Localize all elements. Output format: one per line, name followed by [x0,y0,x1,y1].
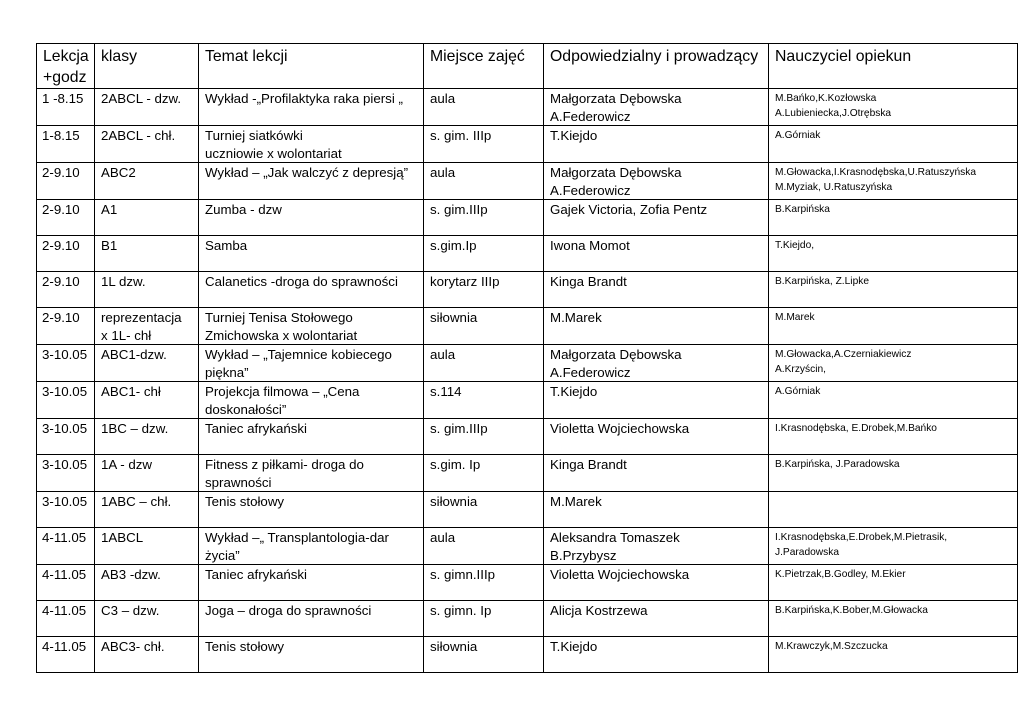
cell-text-line: Turniej siatkówki [205,128,303,143]
cell-text-line: M.Marek [550,494,602,509]
cell-text-line: M.Głowacka,I.Krasnodębska,U.Ratuszyńska [775,167,977,178]
supervisor-cell [769,419,1018,455]
table-row [37,455,1018,492]
lesson-time-cell [37,308,95,345]
cell-text-line: T.Kiejdo [550,384,598,399]
cell-text-line: s.114 [430,384,462,399]
cell-text-line: Zumba - dzw [205,202,282,217]
classes-cell [95,382,199,419]
cell-text-line: A.Federowicz [550,108,631,124]
topic-cell [199,308,424,345]
cell-text-line: ABC2 [101,165,136,180]
cell-text-line: x 1L- chł [101,327,152,343]
table-row [37,89,1018,126]
cell-text-line: Gajek Victoria, Zofia Pentz [550,202,708,217]
table-row [37,200,1018,236]
lesson-time-cell [37,382,95,419]
location-cell [424,382,544,419]
lesson-time-cell [37,236,95,272]
cell-text-line: Joga – droga do sprawności [205,603,372,618]
cell-text-line: 3-10.05 [42,457,88,472]
cell-text-line: 3-10.05 [42,384,88,399]
topic-cell [199,455,424,492]
supervisor-cell [769,200,1018,236]
cell-text-line: 1ABCL [101,530,144,545]
responsible-cell [544,601,769,637]
supervisor-cell [769,565,1018,601]
header-location: Miejsce zajęć [424,44,544,89]
location-cell [424,345,544,382]
lesson-time-cell [37,345,95,382]
cell-text-line: 1 -8.15 [42,91,84,106]
cell-text-line: aula [430,530,456,545]
topic-cell [199,200,424,236]
supervisor-cell [769,272,1018,308]
supervisor-cell [769,528,1018,565]
cell-text-line: B.Karpińska, Z.Lipke [775,276,869,287]
cell-text-line: Wykład -„Profilaktyka raka piersi „ [205,91,403,106]
cell-text-line: A.Federowicz [550,182,631,198]
lesson-time-cell [37,565,95,601]
location-cell [424,637,544,673]
header-responsible: Odpowiedzialny i prowadzący [544,44,769,89]
cell-text-line: T.Kiejdo [550,639,598,654]
cell-text-line: 3-10.05 [42,494,88,509]
classes-cell [95,492,199,528]
cell-text-line: 2ABCL - dzw. [101,91,182,106]
classes-cell [95,637,199,673]
cell-text-line: 2-9.10 [42,238,80,253]
topic-cell [199,565,424,601]
cell-text-line: M.Marek [775,312,815,323]
supervisor-cell [769,601,1018,637]
cell-text-line: 4-11.05 [42,639,87,654]
cell-text-line: I.Krasnodębska,E.Drobek,M.Pietrasik, [775,532,948,543]
lesson-time-cell [37,272,95,308]
cell-text-line: Małgorzata Dębowska [550,165,682,180]
classes-cell [95,565,199,601]
lesson-time-cell [37,601,95,637]
cell-text-line: aula [430,165,456,180]
classes-cell [95,163,199,200]
responsible-cell [544,565,769,601]
cell-text-line: aula [430,347,456,362]
cell-text-line: 2-9.10 [42,310,80,325]
cell-text-line: B.Karpińska,K.Bober,M.Głowacka [775,605,928,616]
cell-text-line: siłownia [430,310,478,325]
lesson-time-cell [37,528,95,565]
supervisor-cell [769,126,1018,163]
cell-text-line: A.Federowicz [550,364,631,380]
topic-cell [199,637,424,673]
supervisor-cell [769,382,1018,419]
cell-text-line: 1A - dzw [101,457,152,472]
responsible-cell [544,382,769,419]
cell-text-line: Projekcja filmowa – „Cena [205,384,360,399]
cell-text-line: Taniec afrykański [205,421,307,436]
topic-cell [199,126,424,163]
cell-text-line: Alicja Kostrzewa [550,603,648,618]
cell-text-line: Iwona Momot [550,238,630,253]
topic-cell [199,419,424,455]
responsible-cell [544,637,769,673]
header-row [37,44,1018,89]
location-cell [424,89,544,126]
cell-text-line: Wykład –„ Transplantologia-dar [205,530,389,545]
cell-text-line: 3-10.05 [42,421,88,436]
table-row [37,528,1018,565]
classes-cell [95,601,199,637]
cell-text-line: T.Kiejdo [550,128,598,143]
cell-text-line: Turniej Tenisa Stołowego [205,310,353,325]
cell-text-line: 1BC – dzw. [101,421,169,436]
cell-text-line: A.Krzyścin, [775,364,826,375]
lesson-time-cell [37,200,95,236]
table-row [37,272,1018,308]
cell-text-line: Calanetics -droga do sprawności [205,274,398,289]
lesson-time-cell [37,89,95,126]
cell-text-line: Fitness z piłkami- droga do [205,457,364,472]
schedule-table [36,43,1018,673]
supervisor-cell [769,637,1018,673]
topic-cell [199,528,424,565]
responsible-cell [544,308,769,345]
cell-text-line: 4-11.05 [42,567,87,582]
responsible-cell [544,236,769,272]
header-classes: klasy [95,44,199,89]
supervisor-cell [769,492,1018,528]
lesson-time-cell [37,455,95,492]
cell-text-line: A.Górniak [775,130,821,141]
supervisor-cell [769,455,1018,492]
responsible-cell [544,272,769,308]
cell-text-line: B1 [101,238,118,253]
cell-text-line: Taniec afrykański [205,567,307,582]
table-row [37,345,1018,382]
classes-cell [95,89,199,126]
table-row [37,419,1018,455]
location-cell [424,455,544,492]
responsible-cell [544,455,769,492]
lesson-time-cell [37,126,95,163]
cell-text-line: Kinga Brandt [550,457,627,472]
cell-text-line: B.Karpińska, J.Paradowska [775,459,900,470]
responsible-cell [544,89,769,126]
cell-text-line: 2-9.10 [42,165,80,180]
cell-text-line: Zmichowska x wolontariat [205,327,358,343]
responsible-cell [544,345,769,382]
supervisor-cell [769,308,1018,345]
table-row [37,601,1018,637]
cell-text-line: ABC3- chł. [101,639,165,654]
cell-text-line: Violetta Wojciechowska [550,567,690,582]
cell-text-line: M.Głowacka,A.Czerniakiewicz [775,349,912,360]
cell-text-line: korytarz IIIp [430,274,500,289]
supervisor-cell [769,163,1018,200]
topic-cell [199,492,424,528]
cell-text-line: M.Myziak, U.Ratuszyńska [775,182,893,193]
cell-text-line: doskonałości” [205,401,287,417]
cell-text-line: Aleksandra Tomaszek [550,530,680,545]
classes-cell [95,308,199,345]
topic-cell [199,236,424,272]
responsible-cell [544,126,769,163]
cell-text-line: 1ABC – chł. [101,494,172,509]
classes-cell [95,126,199,163]
cell-text-line: ABC1-dzw. [101,347,167,362]
topic-cell [199,601,424,637]
cell-text-line: 2-9.10 [42,274,80,289]
location-cell [424,528,544,565]
cell-text-line: Tenis stołowy [205,639,285,654]
header-topic: Temat lekcji [199,44,424,89]
cell-text-line: s. gimn. Ip [430,603,492,618]
cell-text-line: 1L dzw. [101,274,146,289]
cell-text-line: 3-10.05 [42,347,88,362]
cell-text-line: C3 – dzw. [101,603,160,618]
location-cell [424,163,544,200]
cell-text-line: B.Przybysz [550,547,617,563]
lesson-time-cell [37,163,95,200]
location-cell [424,272,544,308]
cell-text-line: Wykład – „Tajemnice kobiecego [205,347,392,362]
location-cell [424,565,544,601]
cell-text-line: J.Paradowska [775,547,839,558]
cell-text-line: sprawności [205,474,272,490]
topic-cell [199,89,424,126]
cell-text-line: A.Lubieniecka,J.Otrębska [775,108,892,119]
responsible-cell [544,163,769,200]
lesson-time-cell [37,419,95,455]
location-cell [424,236,544,272]
cell-text-line: T.Kiejdo, [775,240,815,251]
cell-text-line: Samba [205,238,248,253]
cell-text-line: Wykład – „Jak walczyć z depresją” [205,165,409,180]
classes-cell [95,236,199,272]
classes-cell [95,345,199,382]
cell-text-line: s. gim. IIIp [430,128,492,143]
cell-text-line: s. gim.IIIp [430,202,488,217]
cell-text-line: M.Bańko,K.Kozłowska [775,93,877,104]
cell-text-line: ABC1- chł [101,384,161,399]
cell-text-line: A1 [101,202,118,217]
responsible-cell [544,419,769,455]
cell-text-line: I.Krasnodębska, E.Drobek,M.Bańko [775,423,937,434]
cell-text-line: 2ABCL - chł. [101,128,176,143]
cell-text-line: Małgorzata Dębowska [550,91,682,106]
table-row [37,492,1018,528]
table-row [37,126,1018,163]
table-row [37,308,1018,345]
cell-text-line: siłownia [430,494,478,509]
topic-cell [199,163,424,200]
cell-text-line: Violetta Wojciechowska [550,421,690,436]
location-cell [424,308,544,345]
location-cell [424,126,544,163]
cell-text-line: reprezentacja [101,310,182,325]
cell-text-line: Tenis stołowy [205,494,285,509]
cell-text-line: siłownia [430,639,478,654]
lesson-time-cell [37,492,95,528]
location-cell [424,492,544,528]
cell-text-line: AB3 -dzw. [101,567,161,582]
table-row [37,637,1018,673]
supervisor-cell [769,236,1018,272]
cell-text-line: s.gim.Ip [430,238,477,253]
cell-text-line: 4-11.05 [42,603,87,618]
topic-cell [199,272,424,308]
header-lesson-time: Lekcja +godz [37,44,95,89]
location-cell [424,419,544,455]
table-row [37,565,1018,601]
topic-cell [199,382,424,419]
cell-text-line: A.Górniak [775,386,821,397]
cell-text-line: 2-9.10 [42,202,80,217]
table-row [37,163,1018,200]
topic-cell [199,345,424,382]
cell-text-line: s. gim.IIIp [430,421,488,436]
responsible-cell [544,200,769,236]
table-row [37,382,1018,419]
classes-cell [95,528,199,565]
location-cell [424,200,544,236]
cell-text-line: K.Pietrzak,B.Godley, M.Ekier [775,569,906,580]
cell-text-line: Kinga Brandt [550,274,627,289]
table-row [37,236,1018,272]
responsible-cell [544,492,769,528]
schedule-body [37,89,1018,673]
cell-text-line: uczniowie x wolontariat [205,145,342,161]
classes-cell [95,419,199,455]
supervisor-cell [769,345,1018,382]
responsible-cell [544,528,769,565]
supervisor-cell [769,89,1018,126]
lesson-time-cell [37,637,95,673]
cell-text-line: aula [430,91,456,106]
cell-text-line: B.Karpińska [775,204,830,215]
cell-text-line: M.Krawczyk,M.Szczucka [775,641,888,652]
cell-text-line: M.Marek [550,310,602,325]
location-cell [424,601,544,637]
classes-cell [95,200,199,236]
cell-text-line: s.gim. Ip [430,457,481,472]
classes-cell [95,455,199,492]
cell-text-line: s. gimn.IIIp [430,567,496,582]
header-supervisor: Nauczyciel opiekun [769,44,1018,89]
cell-text-line: Małgorzata Dębowska [550,347,682,362]
cell-text-line: życia” [205,547,240,563]
cell-text-line: 1-8.15 [42,128,80,143]
cell-text-line: piękna” [205,364,249,380]
classes-cell [95,272,199,308]
cell-text-line: 4-11.05 [42,530,87,545]
